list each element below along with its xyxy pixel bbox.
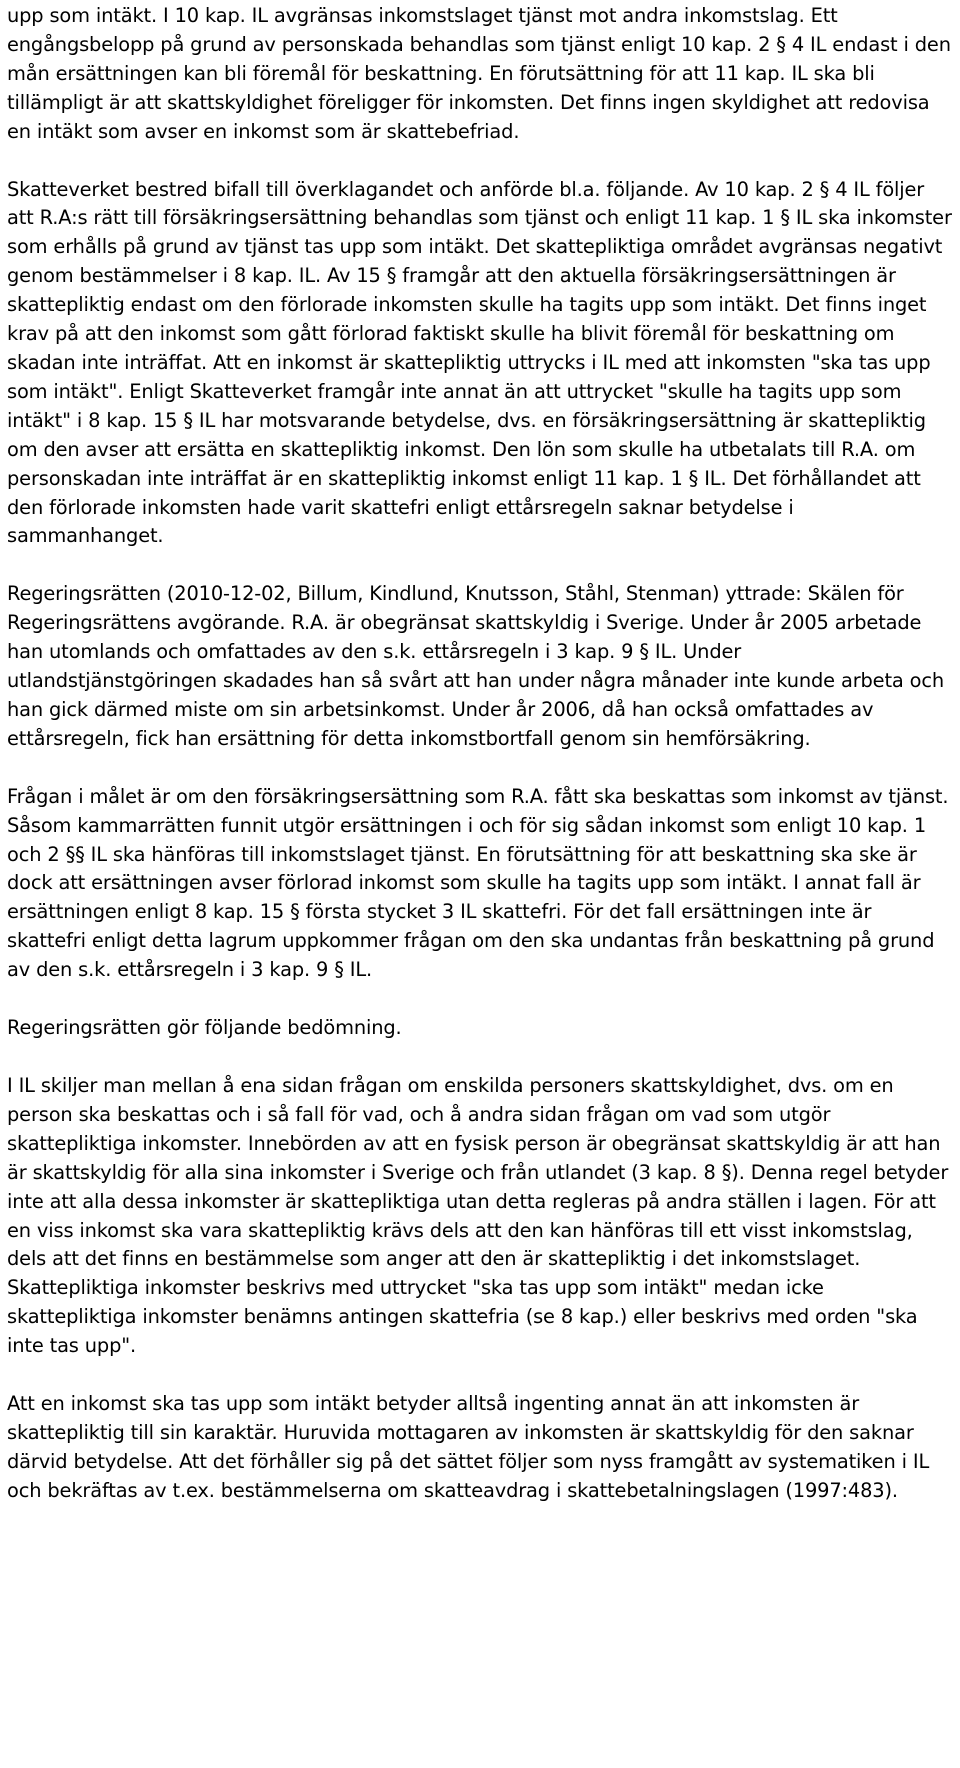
paragraph-fragan-i-malet: Frågan i målet är om den försäkringsersättning som R.A. fått ska beskattas som inkomst av tjänst. Såsom kammarrätten funnit utgör ersättningen i och för sig sådan inkomst som enligt 10 kap. 1 och 2 §§ IL ska hänföras till inkomstslaget tjänst. En förutsättning för att beskattning ska ske är dock att ersättningen avser förlorad inkomst som skulle ha tagits upp som intäkt. I annat fall är ersättningen enligt 8 kap. 15 § första stycket 3 IL skattefri. För det fall ersättningen inte är skattefri enligt detta lagrum uppkommer frågan om den ska undantas från beskattning på grund av den s.k. ettårsregeln i 3 kap. 9 § IL. [7,784,949,982]
paragraph-bedomning-intro: Regeringsrätten gör följande bedömning. [7,1016,402,1040]
paragraph-skattskyldighet: I IL skiljer man mellan å ena sidan frågan om enskilda personers skattskyldighet, dvs. om en person ska beskattas och i så fall för vad, och å andra sidan frågan om vad som utgör skattepliktiga inkomster. Innebörden av att en fysisk person är obegränsat skattskyldig är att han är skattskyldig för alla sina inkomster i Sverige och från utlandet (3 kap. 8 §). Denna regel betyder inte att alla dessa inkomster är skattepliktiga utan detta regleras på andra ställen i lagen. För att en viss inkomst ska vara skattepliktig krävs dels att den kan hänföras till ett visst inkomstslag, dels att det finns en bestämmelse som anger att den är skattepliktig i det inkomstslaget. Skattepliktiga inkomster beskrivs med uttrycket "ska tas upp som intäkt" medan icke skattepliktiga inkomster benämns antingen skattefria (se 8 kap.) eller beskrivs med orden "ska inte tas upp". [7,1074,949,1358]
paragraph-skatteverket-yttrande: Skatteverket bestred bifall till överklagandet och anförde bl.a. följande. Av 10 kap. 2 § 4 IL följer att R.A:s rätt till försäkringsersättning behandlas som tjänst och enligt 11 kap. 1 § IL ska inkomster som erhålls på grund av tjänst tas upp som intäkt. Det skattepliktiga området avgränsas negativt genom bestämmelser i 8 kap. IL. Av 15 § framgår att den aktuella försäkringsersättningen är skattepliktig endast om den förlorade inkomsten skulle ha tagits upp som intäkt. Det finns inget krav på att den inkomst som gått förlorad faktiskt skulle ha blivit föremål för beskattning om skadan inte inträffat. Att en inkomst är skattepliktig uttrycks i IL med att inkomsten "ska tas upp som intäkt". Enligt Skatteverket framgår inte annat än att uttrycket "skulle ha tagits upp som intäkt" i 8 kap. 15 § IL har motsvarande betydelse, dvs. en försäkringsersättning är skattepliktig om den avser att ersätta en skattepliktig inkomst. Den lön som skulle ha utbetalats till R.A. om personskadan inte inträffat är en skattepliktig inkomst enligt 11 kap. 1 § IL. Det förhållandet att den förlorade inkomsten hade varit skattefri enligt ettårsregeln saknar betydelse i sammanhanget. [7,177,952,548]
paragraph-skattefriad-intakt: upp som intäkt. I 10 kap. IL avgränsas inkomstslaget tjänst mot andra inkomstslag. Ett engångsbelopp på grund av personskada behandlas som tjänst enligt 10 kap. 2 § 4 IL endast i den mån ersättningen kan bli föremål för beskattning. En förutsättning för att 11 kap. IL ska bli tillämpligt är att skattskyldighet föreligger för inkomsten. Det finns ingen skyldighet att redovisa en intäkt som avser en inkomst som är skattebefriad. [7,4,951,143]
paragraph-tas-upp-som-intakt: Att en inkomst ska tas upp som intäkt betyder alltså ingenting annat än att inkomsten är skattepliktig till sin karaktär. Huruvida mottagaren av inkomsten är skattskyldig för den saknar därvid betydelse. Att det förhåller sig på det sättet följer som nyss framgått av systematiken i IL och bekräftas av t.ex. bestämmelserna om skatteavdrag i skattebetalningslagen (1997:483). [7,1392,930,1502]
paragraph-regeringsratten-skal: Regeringsrätten (2010-12-02, Billum, Kindlund, Knutsson, Ståhl, Stenman) yttrade: Skälen för Regeringsrättens avgörande. R.A. är obegränsat skattskyldig i Sverige. Under år 2005 arbetade han utomlands och omfattades av den s.k. ettårsregeln i 3 kap. 9 § IL. Under utlandstjänstgöringen skadades han så svårt att han under några månader inte kunde arbeta och han gick därmed miste om sin arbetsinkomst. Under år 2006, då han också omfattades av ettårsregeln, fick han ersättning för detta inkomstbortfall genom sin hemförsäkring. [7,582,945,750]
